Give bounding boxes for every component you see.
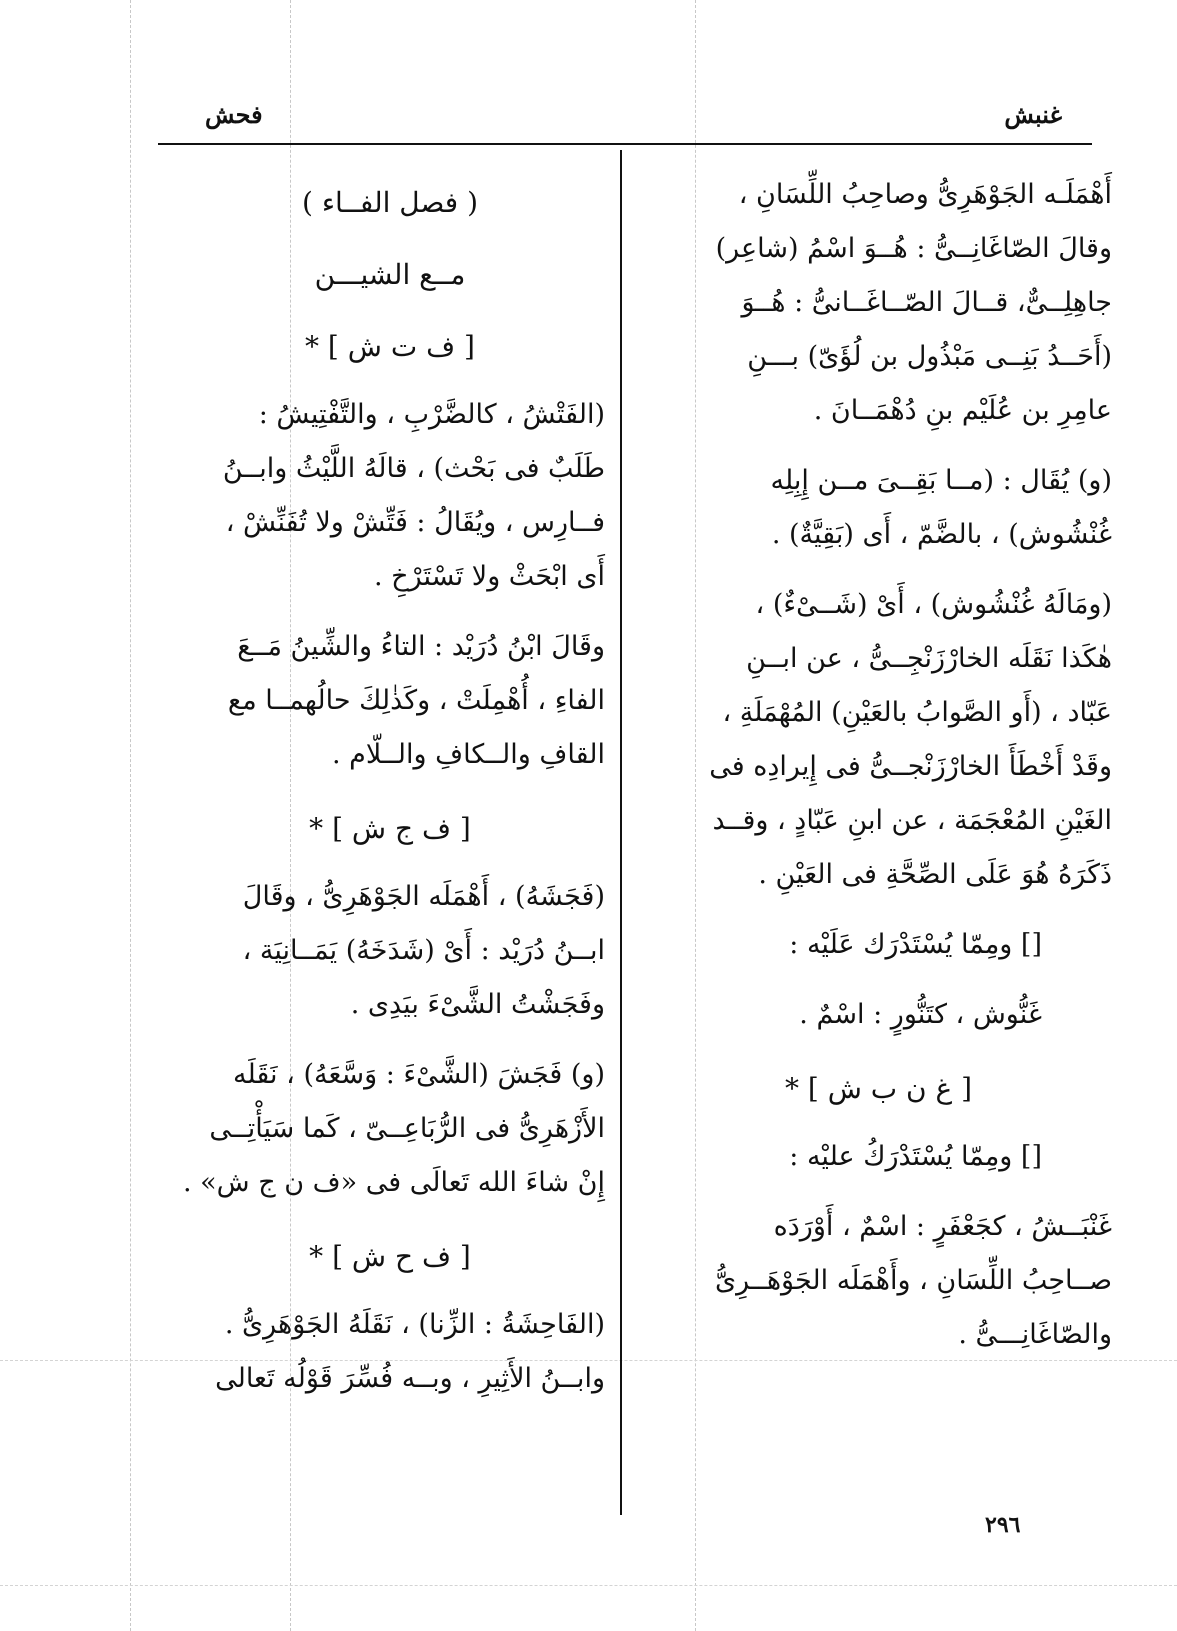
entry-paragraph: غَنْبَــشُ ، كجَعْفَرٍ : اسْمٌ ، أَوْرَدَه صــاحِبُ اللِّسَانِ ، وأَهْمَلَه الجَوْهَــرِىُّ والصّاغَانِـــىُّ . [714,1211,1112,1350]
right-column [645,168,1112,1378]
section-title: ( فصل الفــاء ) [302,186,478,219]
header-rule [158,143,1092,145]
running-head-left: فحش [205,100,263,129]
entry-paragraph: (فَجَشَهُ) ، أَهْمَلَه الجَوْهَرِىُّ ، وقَالَ ابــنُ دُرَيْد : أَىْ (شَدَخَهُ) يَمَــانِيَة ، وفَجَشْتُ الشَّىْءَ بيَدِى . [242,881,605,1020]
scan-guide-line [130,0,131,1631]
root-heading: [ غ ن ب ش ] * [784,1072,973,1105]
addendum-note: [] ومِمّا يُسْتَدْرَك عَلَيْه : [789,929,1042,960]
root-heading: [ ف ت ش ] * [305,330,475,363]
left-column [175,168,605,1422]
root-heading: [ ف ج ش ] * [309,812,471,845]
entry-paragraph: وقَالَ ابْنُ دُرَيْد : التاءُ والشِّينُ مَــعَ الفاءِ ، أُهْمِلَتْ ، وكَذٰلِكَ حالُهمــا مع القافِ والــكافِ والــلّام . [227,631,605,770]
root-heading: [ ف ح ش ] * [309,1240,471,1273]
page-number: ٢٩٦ [985,1512,1021,1538]
section-subtitle: مــع الشيـــن [314,258,466,291]
entry-paragraph: (و) يُقَال : (مــا بَقِــىَ مــن إِبِلِه غُنْشُوش) ، بالضَّمّ ، أَى (بَقِيَّةٌ) . [770,465,1112,550]
entry-paragraph: (الفَاحِشَةُ : الزِّنا) ، نَقَلَهُ الجَوْهَرِىُّ . وابــنُ الأَثِيرِ ، وبــه فُسِّرَ قَوْلُه تَعالى [215,1309,605,1394]
entry-paragraph: أَهْمَلَـه الجَوْهَرِىُّ وصاحِبُ اللِّسَانِ ، وقالَ الصّاغَانِــىُّ : هُــوَ اسْمُ (شاعِر) جاهِلِــىٌّ، قــالَ الصّــاغَــانىُّ : هُــوَ (أَحَــدُ بَنِــى مَبْذُول بن لُؤَىّ) بـــنِ عامِرِ بن عُلَيْم بنِ دُهْمَــانَ . [715,179,1112,426]
addendum-note: [] ومِمّا يُسْتَدْرَكُ عليْه : [789,1141,1042,1172]
entry-paragraph: (و) فَجَشَ (الشَّىْءَ : وَسَّعَهُ) ، نَقَلَه الأَزْهَرِىُّ فى الرُّبَاعِــىّ ، كَما سَيَأْتِــى إِنْ شاءَ الله تَعالَى فى «ف ن ج ش» . [183,1059,605,1198]
entry-paragraph: غَنُّوش ، كتَنُّورٍ : اسْمٌ . [799,999,1042,1030]
scan-guide-line [0,1585,1177,1586]
entry-paragraph: (الفَتْشُ ، كالضَّرْبِ ، والتَّفْتِيشُ : طَلَبٌ فى بَحْث) ، قالَهُ اللَّيْثُ وابــنُ فــارِس ، ويُقَالُ : فَتِّشْ ولا تُفَنِّشْ ، أَى ابْحَثْ ولا تَسْتَرْخِ . [222,399,605,592]
column-divider [620,150,622,1515]
running-head-right: غنبش [1004,100,1062,129]
entry-paragraph: (ومَالَهُ غُنْشُوش) ، أَىْ (شَــىْءٌ) ، هٰكَذا نَقَلَه الخارْزَنْجِــىُّ ، عن ابــنِ عَبّاد ، (أَو الصَّوابُ بالعَيْنِ) المُهْمَلَةِ ، وقَدْ أَخْطَأَ الخارْزَنْجــىُّ فى إِيرادِه فى الغَيْنِ المُعْجَمَة ، عن ابنِ عَبّادٍ ، وقــد ذَكَرَهُ هُوَ عَلَى الصِّحَّةِ فى العَيْنِ . [709,589,1112,890]
